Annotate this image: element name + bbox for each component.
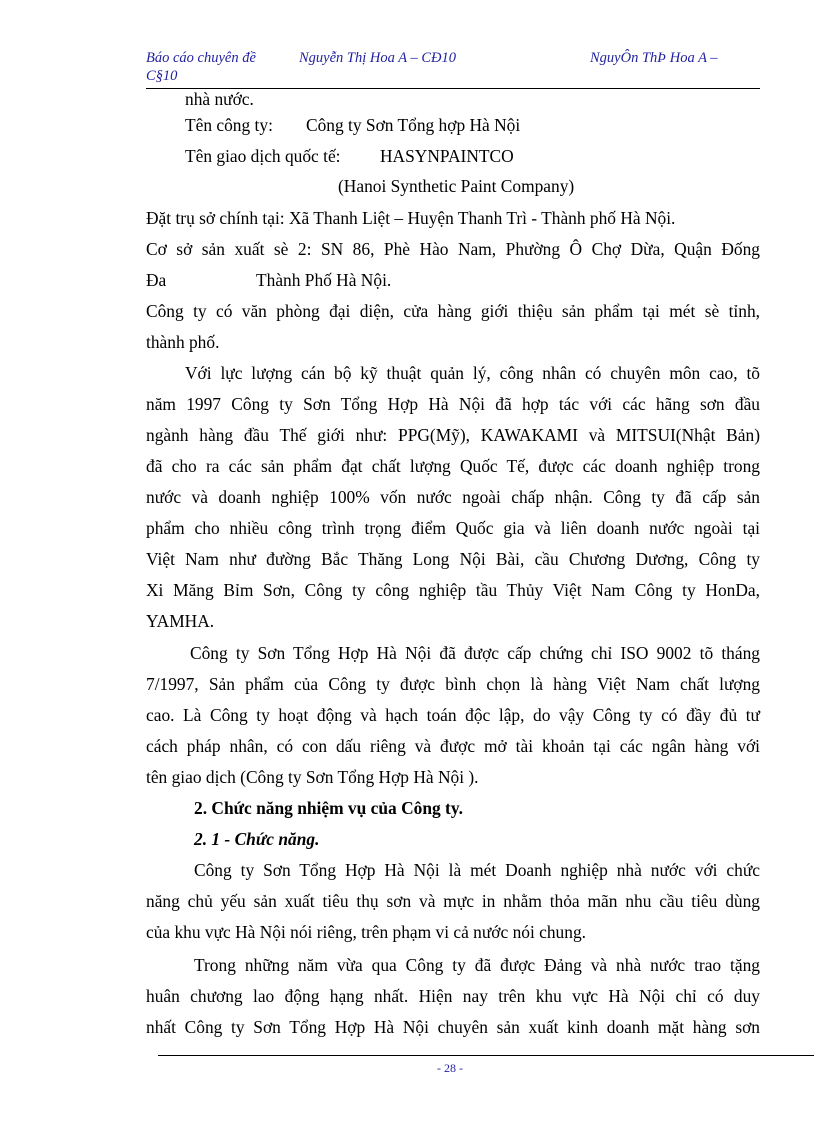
text-line: 7/1997, Sản phẩm của Công ty được bình chọn là hàng Việt Nam chất lượng [146, 674, 760, 694]
text-line: đã cho ra các sản phẩm đạt chất lượng Quốc Tế, được các doanh nghiệp trong [146, 456, 760, 476]
text-line: huân chương lao động hạng nhất. Hiện nay trên khu vực Hà Nội chỉ có duy [146, 986, 760, 1006]
text-line: Việt Nam như đường Bắc Thăng Long Nội Bài, cầu Chương Dương, Công ty [146, 549, 760, 569]
company-name-label: Tên công ty: [185, 115, 273, 135]
header-class-code: C§10 [146, 68, 178, 84]
text-line: Xi Măng Bỉm Sơn, Công ty công nghiệp tầu Thủy Việt Nam Công ty HonDa, [146, 580, 760, 600]
text-line: của khu vực Hà Nội nói riêng, trên phạm vi cả nước nói chung. [146, 922, 586, 942]
trade-name-value: HASYNPAINTCO [380, 146, 514, 166]
text-line: Với lực lượng cán bộ kỹ thuật quản lý, công nhân có chuyên môn cao, tõ [185, 363, 760, 383]
text-line: thành phố. [146, 332, 220, 352]
text-line: nhà nước. [185, 89, 254, 109]
text-line: Thành Phố Hà Nội. [256, 270, 392, 290]
trade-name-label: Tên giao dịch quốc tế: [185, 146, 341, 166]
text-line: Đa [146, 270, 167, 290]
text-line: Công ty Sơn Tổng Hợp Hà Nội là mét Doanh nghiệp nhà nước với chức [194, 860, 760, 880]
text-line: Công ty có văn phòng đại diện, cửa hàng giới thiệu sản phẩm tại mét sè tỉnh, [146, 301, 760, 321]
text-line: ngành hàng đầu Thế giới như: PPG(Mỹ), KAWAKAMI và MITSUI(Nhật Bản) [146, 425, 760, 445]
header-author: Nguyễn Thị Hoa A – CĐ10 [299, 50, 456, 66]
trade-name-english: (Hanoi Synthetic Paint Company) [338, 176, 575, 196]
text-line: phẩm cho nhiều công trình trọng điểm Quốc gia và liên doanh nước ngoài tại [146, 518, 760, 538]
text-line: năm 1997 Công ty Sơn Tổng Hợp Hà Nội đã hợp tác với các hãng sơn đầu [146, 394, 760, 414]
page-number: - 28 - [437, 1061, 463, 1075]
text-line: Công ty Sơn Tổng Hợp Hà Nội đã được cấp chứng chỉ ISO 9002 tõ tháng [190, 643, 760, 663]
footer-divider [158, 1055, 814, 1056]
header-report-title: Báo cáo chuyên đề [146, 50, 256, 66]
text-line: Đặt trụ sở chính tại: Xã Thanh Liệt – Huyện Thanh Trì - Thành phố Hà Nội. [146, 208, 676, 228]
text-line: Trong những năm vừa qua Công ty đã được Đảng và nhà nước trao tặng [194, 955, 760, 975]
subsection-heading: 2. 1 - Chức năng. [194, 829, 320, 849]
text-line: YAMHA. [146, 611, 215, 631]
text-line: tên giao dịch (Công ty Sơn Tổng Hợp Hà Nội ). [146, 767, 479, 787]
text-line: Cơ sở sản xuất sè 2: SN 86, Phè Hào Nam, Phường Ô Chợ Dừa, Quận Đống [146, 239, 760, 259]
company-name-value: Công ty Sơn Tổng hợp Hà Nội [306, 115, 521, 135]
text-line: cách pháp nhân, có con dấu riêng và được mở tài khoản tại các ngân hàng với [146, 736, 760, 756]
section-heading: 2. Chức năng nhiệm vụ của Công ty. [194, 798, 463, 818]
page-header [146, 50, 760, 89]
text-line: năng chủ yếu sản xuất tiêu thụ sơn và mực in nhằm thỏa mãn nhu cầu tiêu dùng [146, 891, 760, 911]
text-line: nhất Công ty Sơn Tổng Hợp Hà Nội chuyên sản xuất kinh doanh mặt hàng sơn [146, 1017, 760, 1037]
text-line: nước và doanh nghiệp 100% vốn nước ngoài chấp nhận. Công ty đã cấp sản [146, 487, 760, 507]
header-author-garbled: NguyÔn ThÞ Hoa A – [590, 50, 718, 66]
text-line: cao. Là Công ty hoạt động và hạch toán độc lập, do vậy Công ty có đầy đủ tư [146, 705, 760, 725]
